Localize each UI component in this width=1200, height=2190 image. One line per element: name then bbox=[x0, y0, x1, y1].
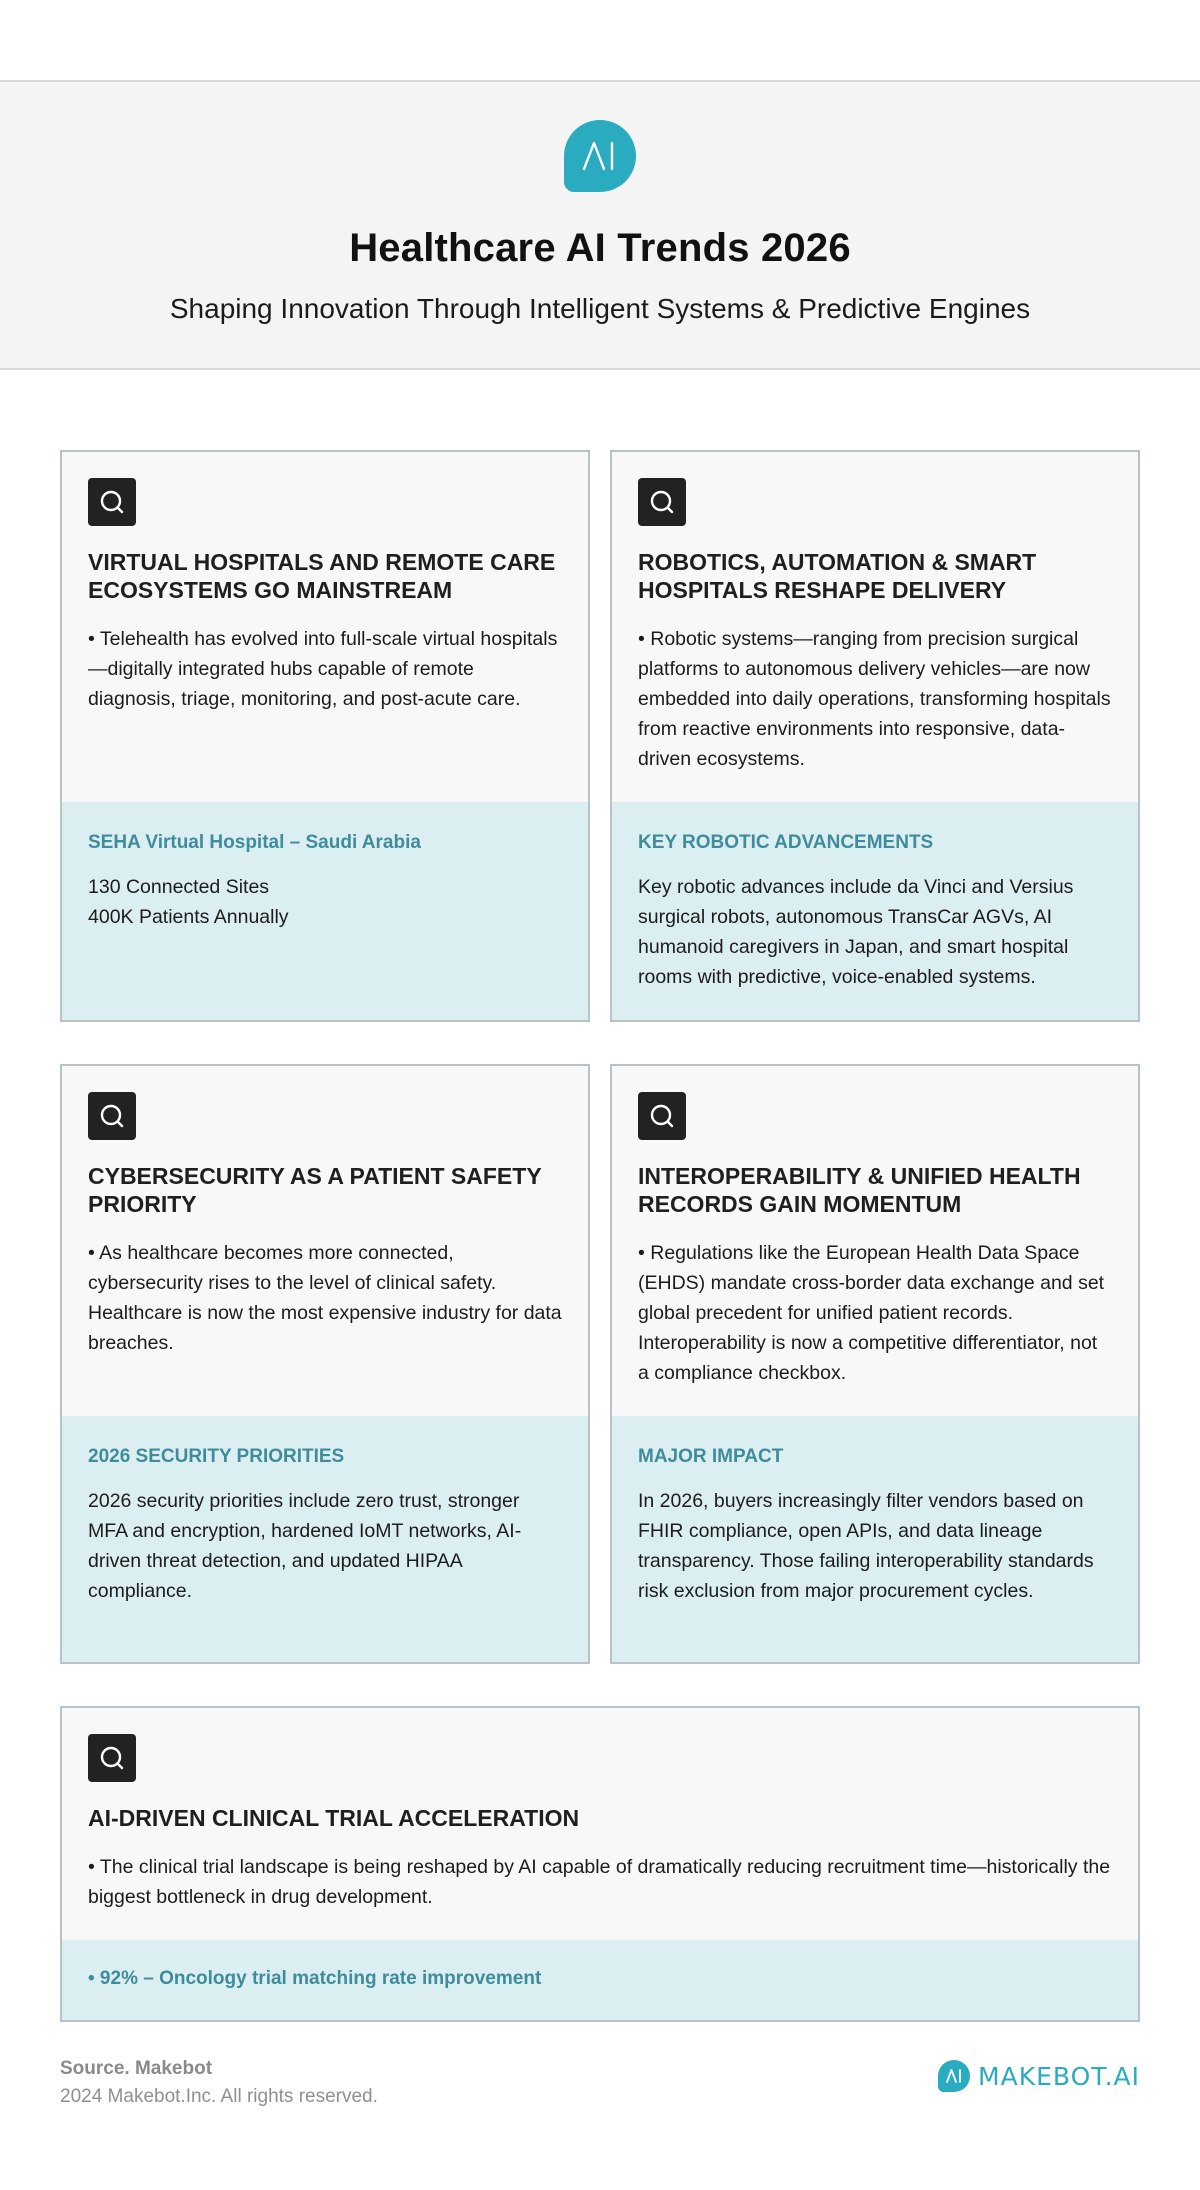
card-highlight bbox=[612, 1416, 1138, 1662]
search-icon bbox=[88, 1092, 136, 1140]
trend-card-robotics bbox=[610, 450, 1140, 1022]
card-title: CYBERSECURITY AS A PATIENT SAFETY PRIORITY bbox=[88, 1163, 542, 1217]
trend-card-interoperability bbox=[610, 1064, 1140, 1664]
card-title: INTEROPERABILITY & UNIFIED HEALTH RECORDS GAIN MOMENTUM bbox=[638, 1163, 1081, 1217]
card-highlight bbox=[62, 1940, 1138, 2020]
highlight-label: SEHA Virtual Hospital – Saudi Arabia bbox=[88, 832, 421, 853]
card-title: VIRTUAL HOSPITALS AND REMOTE CARE ECOSYSTEMS GO MAINSTREAM bbox=[88, 549, 556, 603]
trend-row bbox=[60, 1706, 1140, 2022]
card-top bbox=[612, 452, 1138, 802]
card-top bbox=[612, 1066, 1138, 1416]
page-subtitle: Shaping Innovation Through Intelligent Systems & Predictive Engines bbox=[169, 293, 1031, 324]
stat-patients-annually: 400K Patients Annually bbox=[88, 906, 289, 928]
highlight-label: 2026 SECURITY PRIORITIES bbox=[88, 1446, 345, 1467]
highlight-label: KEY ROBOTIC ADVANCEMENTS bbox=[638, 832, 934, 853]
card-body: • Telehealth has evolved into full-scale virtual hospitals—digitally integrated hubs capable of remote diagnosis, triage, monitoring, and post-acute care. bbox=[88, 628, 558, 710]
highlight-label: • 92% – Oncology trial matching rate improvement bbox=[88, 1968, 542, 1989]
search-icon bbox=[638, 1092, 686, 1140]
card-title: ROBOTICS, AUTOMATION & SMART HOSPITALS RESHAPE DELIVERY bbox=[638, 549, 1037, 603]
trend-card-virtual-hospitals bbox=[60, 450, 590, 1022]
highlight-stats bbox=[88, 872, 562, 932]
page-header bbox=[0, 80, 1200, 370]
card-top bbox=[62, 1066, 588, 1416]
trend-row bbox=[60, 450, 1140, 1022]
brand-logo bbox=[938, 2060, 1140, 2092]
search-icon bbox=[638, 478, 686, 526]
source-label: Source. Makebot bbox=[60, 2058, 213, 2079]
search-icon bbox=[88, 478, 136, 526]
brand-bubble-icon bbox=[938, 2060, 970, 2092]
trend-row bbox=[60, 1064, 1140, 1664]
highlight-text: In 2026, buyers increasingly filter vendors based on FHIR compliance, open APIs, and data lineage transparency. Those failing interoperability standards risk exclusion from major procurement cycles. bbox=[638, 1490, 1094, 1602]
card-body: • The clinical trial landscape is being reshaped by AI capable of dramatically reducing recruitment time—historically the biggest bottleneck in drug development. bbox=[88, 1856, 1111, 1908]
card-body: • As healthcare becomes more connected, cybersecurity rises to the level of clinical safety. Healthcare is now the most expensive industry for data breaches. bbox=[88, 1242, 562, 1354]
stat-connected-sites: 130 Connected Sites bbox=[88, 876, 270, 898]
card-top bbox=[62, 452, 588, 802]
card-body: • Robotic systems—ranging from precision surgical platforms to autonomous delivery vehicles—are now embedded into daily operations, transforming hospitals from reactive environments into responsive, data-driven ecosystems. bbox=[638, 628, 1111, 770]
brand-name: MAKEBOT.AI bbox=[978, 2061, 1140, 2091]
highlight-text: 2026 security priorities include zero trust, stronger MFA and encryption, hardened IoMT networks, AI-driven threat detection, and updated HIPAA compliance. bbox=[88, 1490, 522, 1602]
card-body: • Regulations like the European Health Data Space (EHDS) mandate cross-border data exchange and set global precedent for unified patient records. Interoperability is now a competitive differentiator, not a compliance checkbox. bbox=[638, 1242, 1105, 1384]
card-highlight bbox=[612, 802, 1138, 1020]
highlight-label: MAJOR IMPACT bbox=[638, 1446, 784, 1467]
footer-source-block bbox=[60, 2058, 378, 2108]
trend-card-cybersecurity bbox=[60, 1064, 590, 1664]
card-top bbox=[62, 1708, 1138, 1940]
highlight-text: Key robotic advances include da Vinci and Versius surgical robots, autonomous TransCar AGVs, AI humanoid caregivers in Japan, and smart hospital rooms with predictive, voice-enabled systems. bbox=[638, 876, 1074, 988]
ai-logo-icon bbox=[564, 120, 636, 192]
card-highlight bbox=[62, 1416, 588, 1662]
page-title: Healthcare AI Trends 2026 bbox=[349, 226, 851, 270]
trend-card-clinical-trials bbox=[60, 1706, 1140, 2022]
trend-grid bbox=[60, 450, 1140, 2064]
page-footer bbox=[60, 2058, 1140, 2108]
card-title: AI-DRIVEN CLINICAL TRIAL ACCELERATION bbox=[88, 1805, 580, 1831]
copyright-text: 2024 Makebot.Inc. All rights reserved. bbox=[60, 2086, 378, 2107]
search-icon bbox=[88, 1734, 136, 1782]
card-highlight bbox=[62, 802, 588, 1020]
top-spacer bbox=[0, 0, 1200, 80]
